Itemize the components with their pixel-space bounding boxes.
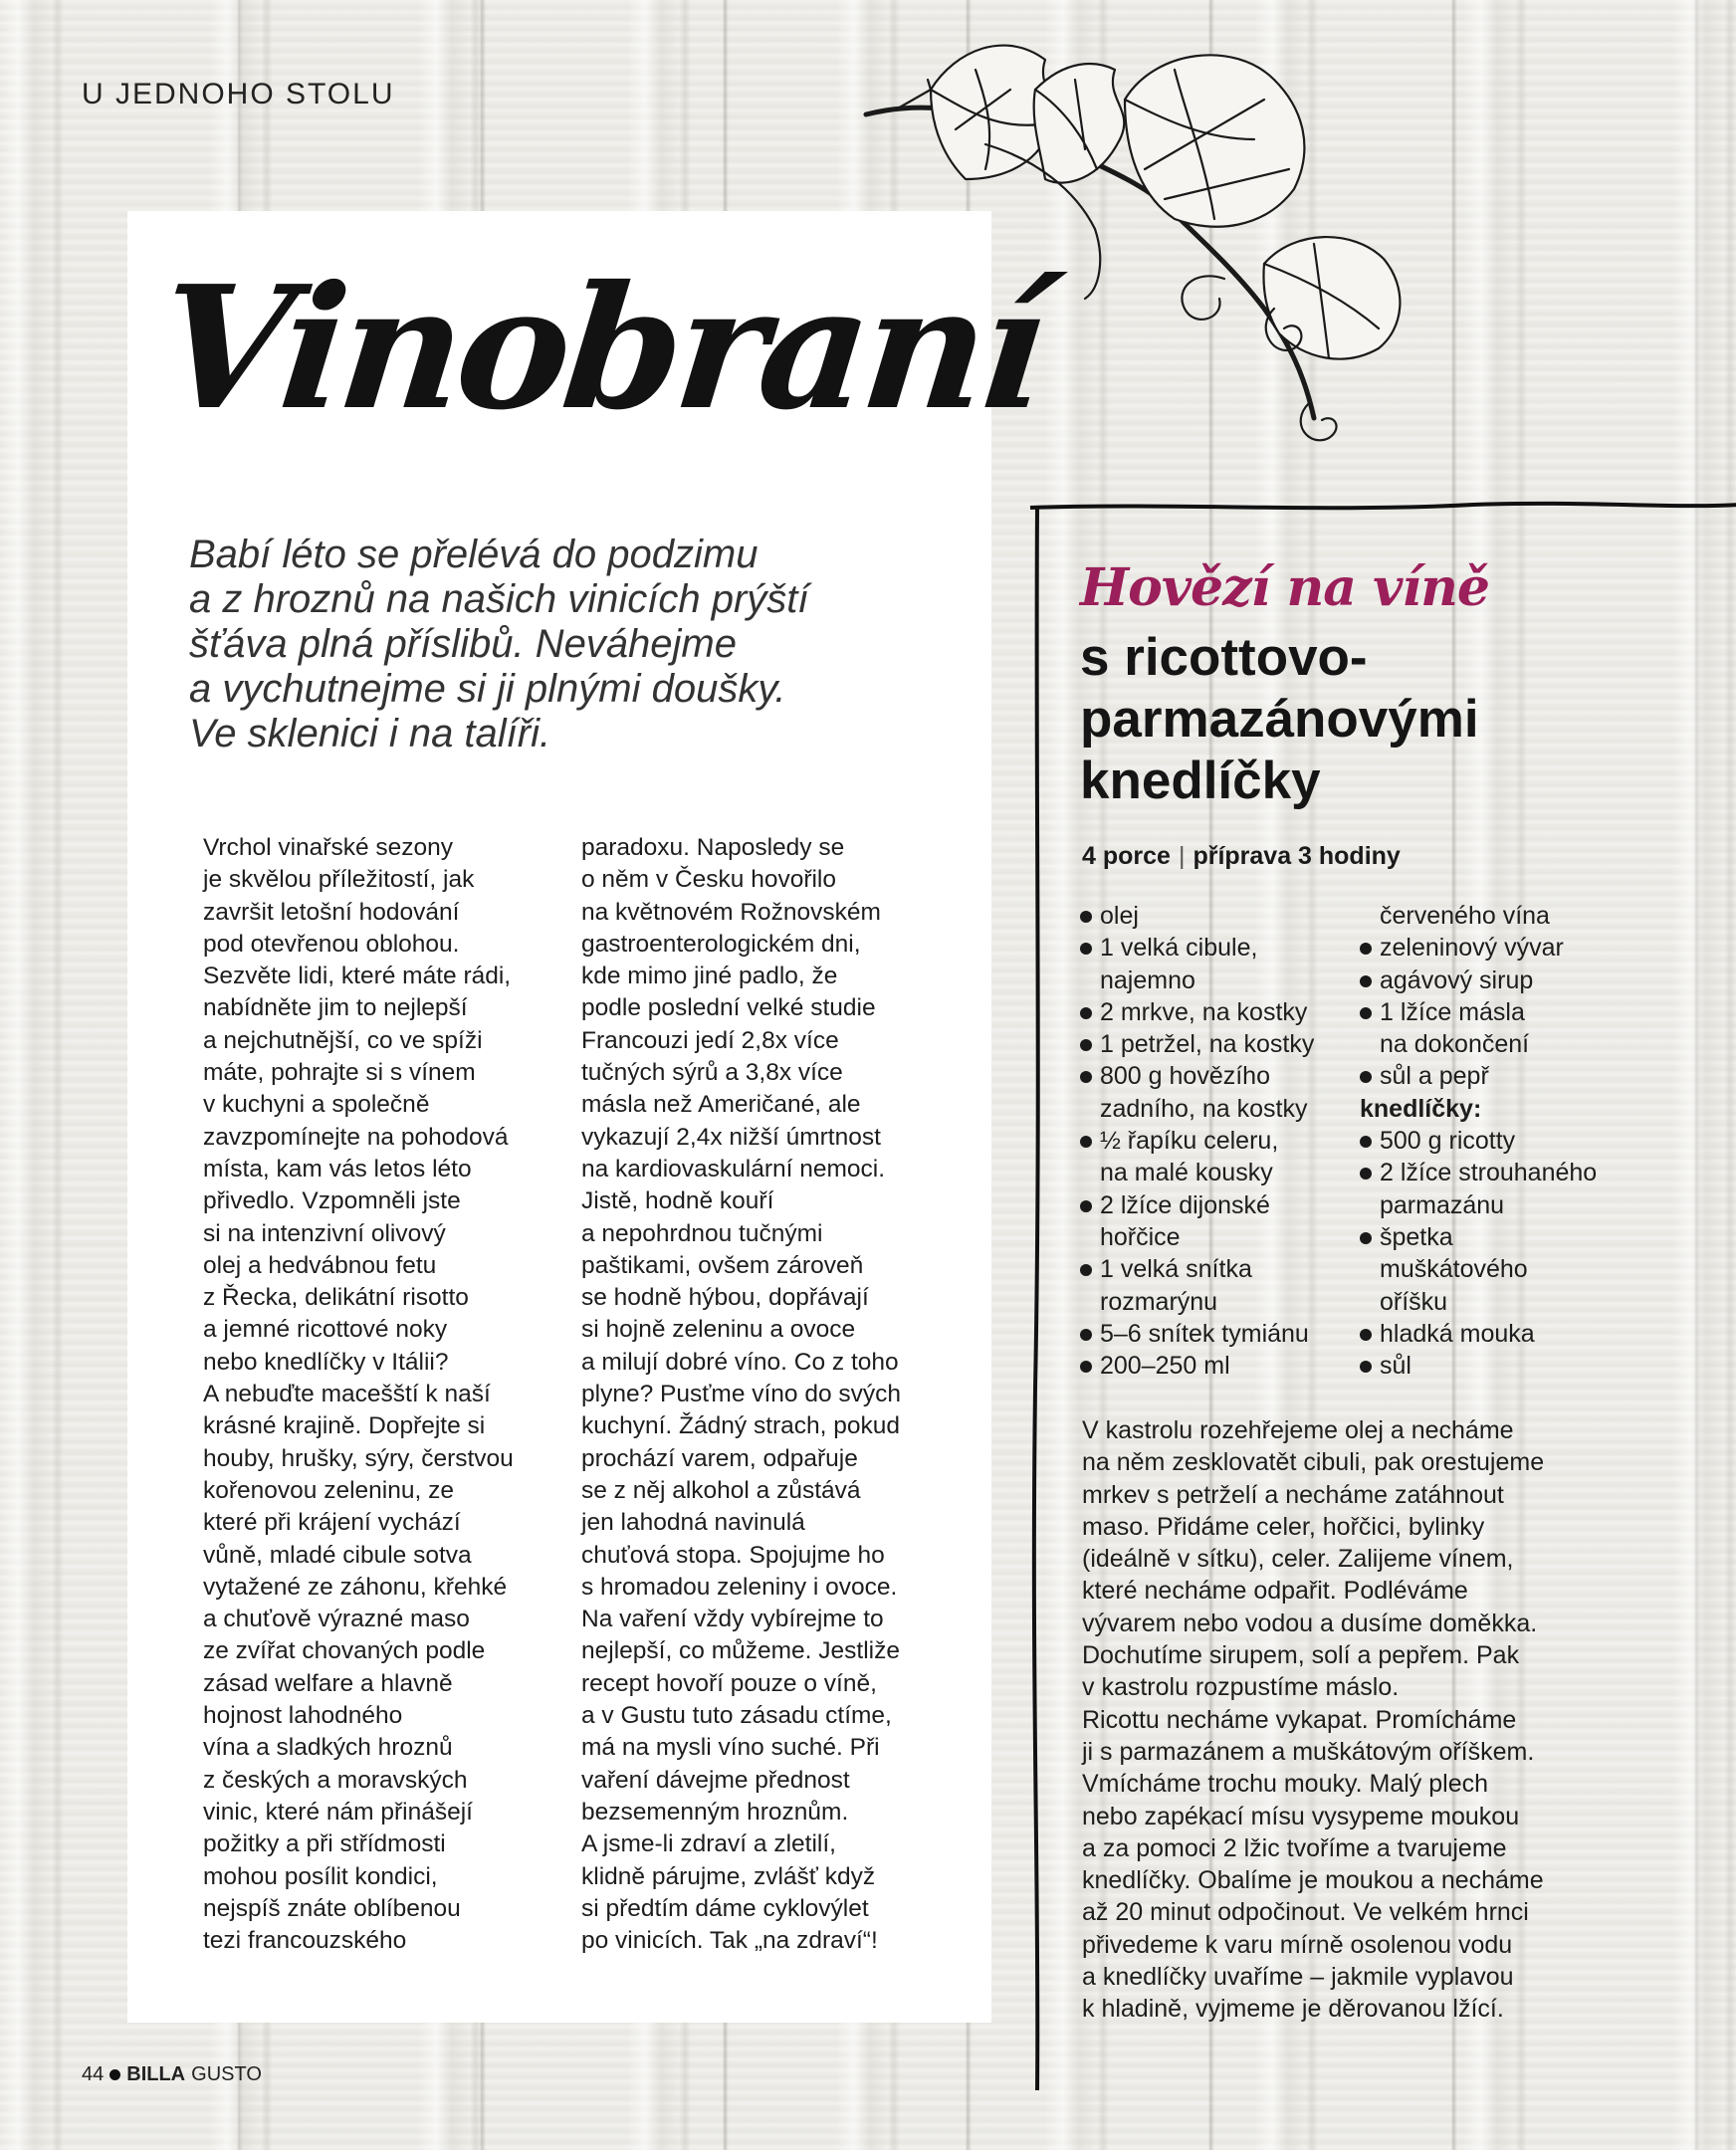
body-text-line: si na intenzivní olivový <box>203 1219 446 1247</box>
body-text-line: tezi francouzského <box>203 1927 407 1955</box>
method-text-line: maso. Přidáme celer, hořčici, bylinky <box>1082 1512 1485 1541</box>
method-text-line: mrkev s petrželí a necháme zatáhnout <box>1082 1480 1504 1509</box>
ingredient-item: najemno <box>1100 966 1195 994</box>
lead-line: Babí léto se přelévá do podzimu <box>189 533 759 576</box>
lead-line: a vychutnejme si ji plnými doušky. <box>189 667 786 711</box>
ingredient-item: červeného vína <box>1380 902 1550 930</box>
body-text-line: prochází varem, odpařuje <box>581 1444 858 1472</box>
body-text-line: vaření dávejme přednost <box>581 1766 850 1794</box>
recipe-title-script: Hovězí na víně <box>1080 557 1489 618</box>
body-text-line: na kardiovaskulární nemoci. <box>581 1155 886 1182</box>
body-text-line: Vrchol vinařské sezony <box>203 834 454 861</box>
body-text-line: nejlepší, co můžeme. Jestliže <box>581 1637 900 1665</box>
body-text-line: se hodně hýbou, dopřávají <box>581 1284 869 1312</box>
recipe-title-line: parmazánovými <box>1080 690 1479 749</box>
method-text-line: (ideálně v sítku), celer. Zalijeme vínem, <box>1082 1545 1514 1574</box>
ingredient-item: oříšku <box>1380 1287 1448 1316</box>
body-text-line: plyne? Pusťme víno do svých <box>581 1381 902 1408</box>
lead-line: a z hroznů na našich vinicích prýští <box>189 577 809 621</box>
recipe-title-line: knedlíčky <box>1080 752 1321 810</box>
body-text-line: a chuťově výrazné maso <box>203 1606 470 1633</box>
method-text-line: ji s parmazánem a muškátovým oříškem. <box>1082 1737 1535 1766</box>
page-footer <box>82 2063 262 2086</box>
ingredient-item: hořčice <box>1100 1222 1181 1251</box>
body-text-line: se z něj alkohol a zůstává <box>581 1476 861 1504</box>
ingredient-item: 200–250 ml <box>1080 1350 1379 1382</box>
recipe-title-line: s ricottovo- <box>1080 628 1368 687</box>
method-text-line: Ricottu necháme vykapat. Promícháme <box>1082 1705 1517 1734</box>
body-text-line: chuťová stopa. Spojujme ho <box>581 1541 885 1569</box>
body-text-line: má na mysli víno suché. Při <box>581 1734 880 1762</box>
brand-name: BILLA <box>126 2063 186 2085</box>
body-text-line: A jsme-li zdraví a zletilí, <box>581 1830 836 1858</box>
ingredient-item: ½ řapíku celeru, <box>1080 1125 1379 1157</box>
body-text-line: gastroenterologickém dni, <box>581 930 861 958</box>
bullet-dot-icon <box>109 2069 120 2080</box>
method-text-line: V kastrolu rozehřejeme olej a necháme <box>1082 1416 1514 1444</box>
body-text-line: kuchyní. Žádný strach, pokud <box>581 1412 901 1440</box>
body-text-line: houby, hrušky, sýry, čerstvou <box>203 1444 514 1472</box>
ingredient-item: 2 mrkve, na kostky <box>1080 996 1379 1028</box>
ingredient-item: 500 g ricotty <box>1360 1125 1658 1157</box>
body-text-line: požitky a při střídmosti <box>203 1830 446 1858</box>
body-text-line: olej a hedvábnou fetu <box>203 1251 437 1279</box>
body-text-line: s hromadou zeleniny i ovoce. <box>581 1573 898 1601</box>
ingredient-item: 1 petržel, na kostky <box>1080 1028 1379 1060</box>
section-label: U JEDNOHO STOLU <box>82 78 395 110</box>
recipe-servings: 4 porce <box>1082 842 1171 870</box>
ingredient-item: 2 lžíce strouhaného <box>1360 1157 1658 1188</box>
method-text-line: Dochutíme sirupem, solí a pepřem. Pak <box>1082 1641 1520 1670</box>
body-text-line: kde mimo jiné padlo, že <box>581 963 838 990</box>
body-text-line: vína a sladkých hroznů <box>203 1734 453 1762</box>
article-title: Vinobraní <box>149 249 1050 448</box>
body-text-line: krásné krajině. Dopřejte si <box>203 1412 486 1440</box>
body-text-line: završit letošní hodování <box>203 898 460 926</box>
body-text-line: ze zvířat chovaných podle <box>203 1637 486 1665</box>
method-text-line: vývarem nebo vodou a dusíme doměkka. <box>1082 1609 1538 1637</box>
body-text-line: a nepohrdnou tučnými <box>581 1219 823 1247</box>
body-text-line: po vinicích. Tak „na zdraví“! <box>581 1927 878 1955</box>
lead-line: Ve sklenici i na talíři. <box>189 712 551 755</box>
body-text-line: tučných sýrů a 3,8x více <box>581 1059 843 1087</box>
body-text-line: a nejchutnější, co ve spíži <box>203 1026 483 1054</box>
ingredient-item: olej <box>1080 900 1379 932</box>
page-number: 44 <box>82 2063 105 2085</box>
body-text-line: z českých a moravských <box>203 1766 468 1794</box>
body-text-line: A nebuďte macešští k naší <box>203 1381 491 1408</box>
ingredient-item: 1 lžíce másla <box>1360 996 1658 1028</box>
body-text-line: másla než Američané, ale <box>581 1091 861 1119</box>
ingredient-item: muškátového <box>1380 1255 1528 1284</box>
ingredient-item: sůl a pepř <box>1360 1060 1658 1092</box>
body-text-line: si hojně zeleninu a ovoce <box>581 1316 856 1344</box>
body-text-line: mohou posílit kondici, <box>203 1862 438 1890</box>
body-text-line: místa, kam vás letos léto <box>203 1155 472 1182</box>
ingredient-item: 800 g hovězího <box>1080 1060 1379 1092</box>
body-text-line: přivedlo. Vzpomněli jste <box>203 1187 461 1215</box>
body-text-line: které při krájení vychází <box>203 1509 461 1537</box>
body-text-line: paradoxu. Naposledy se <box>581 834 845 861</box>
method-text-line: které necháme odpařit. Podléváme <box>1082 1577 1468 1606</box>
method-text-line: a knedlíčky uvaříme – jakmile vyplavou <box>1082 1963 1514 1992</box>
body-text-line: si předtím dáme cyklovýlet <box>581 1894 869 1922</box>
body-text-line: jen lahodná navinulá <box>581 1509 805 1537</box>
meta-separator: | <box>1178 842 1186 870</box>
body-text-line: nabídněte jim to nejlepší <box>203 994 468 1022</box>
ingredient-item: rozmarýnu <box>1100 1287 1218 1316</box>
ingredient-item: 1 velká snítka <box>1080 1253 1379 1285</box>
body-text-line: zásad welfare a hlavně <box>203 1669 453 1697</box>
method-text-line: nebo zapékací mísu vysypeme moukou <box>1082 1802 1520 1830</box>
body-text-line: hojnost lahodného <box>203 1702 403 1730</box>
body-text-line: Jistě, hodně kouří <box>581 1187 774 1215</box>
body-text-line: v kuchyni a společně <box>203 1091 430 1119</box>
body-text-line: paštikami, ovšem zároveň <box>581 1251 864 1279</box>
recipe-title <box>1080 627 1697 812</box>
ingredient-item: špetka <box>1360 1221 1658 1253</box>
ingredient-item: parmazánu <box>1380 1190 1505 1219</box>
recipe-prep-time: příprava 3 hodiny <box>1193 842 1401 870</box>
magazine-name: GUSTO <box>191 2063 262 2085</box>
recipe-method <box>1082 1414 1679 2026</box>
ingredients-right <box>1360 900 1658 1382</box>
body-text-line: a milují dobré víno. Co z toho <box>581 1348 899 1376</box>
ingredient-item: na malé kousky <box>1100 1159 1273 1187</box>
body-text-line: pod otevřenou oblohou. <box>203 930 460 958</box>
body-text-line: recept hovoří pouze o víně, <box>581 1669 877 1697</box>
body-text-line: je skvělou příležitostí, jak <box>203 866 475 894</box>
body-text-line: a jemné ricottové noky <box>203 1316 448 1344</box>
ingredients-left <box>1080 900 1379 1382</box>
method-text-line: k hladině, vyjmeme je děrovanou lžící. <box>1082 1995 1504 2024</box>
body-text-line: máte, pohrajte si s vínem <box>203 1059 476 1087</box>
body-text-line: klidně párujme, zvlášť když <box>581 1862 876 1890</box>
lead-line: šťáva plná příslibů. Neváhejme <box>189 622 737 666</box>
body-text-line: vytažené ze záhonu, křehké <box>203 1573 508 1601</box>
body-text-line: bezsemenným hroznům. <box>581 1798 849 1826</box>
body-text-line: vinic, které nám přinášejí <box>203 1798 473 1826</box>
ingredient-item: zeleninový vývar <box>1360 932 1658 964</box>
body-text-line: vykazují 2,4x nižší úmrtnost <box>581 1123 881 1151</box>
method-text-line: v kastrolu rozpustíme máslo. <box>1082 1673 1400 1702</box>
article-lead <box>189 533 906 756</box>
ingredient-item: zadního, na kostky <box>1100 1094 1308 1123</box>
body-text-line: nejspíš znáte oblíbenou <box>203 1894 461 1922</box>
body-text-line: Francouzi jedí 2,8x více <box>581 1026 839 1054</box>
ingredient-item: sůl <box>1360 1350 1658 1382</box>
body-text-line: podle poslední velké studie <box>581 994 876 1022</box>
article-column-left <box>203 832 561 1957</box>
body-text-line: na květnovém Rožnovském <box>581 898 881 926</box>
ingredient-item: agávový sirup <box>1360 965 1658 996</box>
ingredient-item: 1 velká cibule, <box>1080 932 1379 964</box>
body-text-line: z Řecka, delikátní risotto <box>203 1284 469 1312</box>
recipe-meta <box>1082 842 1401 871</box>
method-text-line: Vmícháme trochu mouky. Malý plech <box>1082 1770 1489 1799</box>
ingredient-item: 5–6 snítek tymiánu <box>1080 1318 1379 1350</box>
ingredient-item: na dokončení <box>1380 1030 1530 1059</box>
body-text-line: zavzpomínejte na pohodová <box>203 1123 509 1151</box>
method-text-line: až 20 minut odpočinout. Ve velkém hrnci <box>1082 1898 1529 1927</box>
method-text-line: knedlíčky. Obalíme je moukou a necháme <box>1082 1866 1544 1895</box>
body-text-line: Sezvěte lidi, které máte rádi, <box>203 963 512 990</box>
body-text-line: kořenovou zeleninu, ze <box>203 1476 454 1504</box>
body-text-line: Na vaření vždy vybírejme to <box>581 1606 884 1633</box>
method-text-line: přivedeme k varu mírně osolenou vodu <box>1082 1930 1513 1959</box>
body-text-line: nebo knedlíčky v Itálii? <box>203 1348 449 1376</box>
method-text-line: na něm zesklovatět cibuli, pak orestujeme <box>1082 1448 1545 1477</box>
article-column-right <box>581 832 940 1957</box>
body-text-line: a v Gustu tuto zásadu ctíme, <box>581 1702 892 1730</box>
method-text-line: a za pomoci 2 lžic tvoříme a tvarujeme <box>1082 1833 1507 1862</box>
body-text-line: o něm v Česku hovořilo <box>581 866 837 894</box>
ingredient-item: 2 lžíce dijonské <box>1080 1189 1379 1221</box>
body-text-line: vůně, mladé cibule sotva <box>203 1541 472 1569</box>
ingredient-item: hladká mouka <box>1360 1318 1658 1350</box>
ingredient-group-heading: knedlíčky: <box>1360 1094 1482 1123</box>
